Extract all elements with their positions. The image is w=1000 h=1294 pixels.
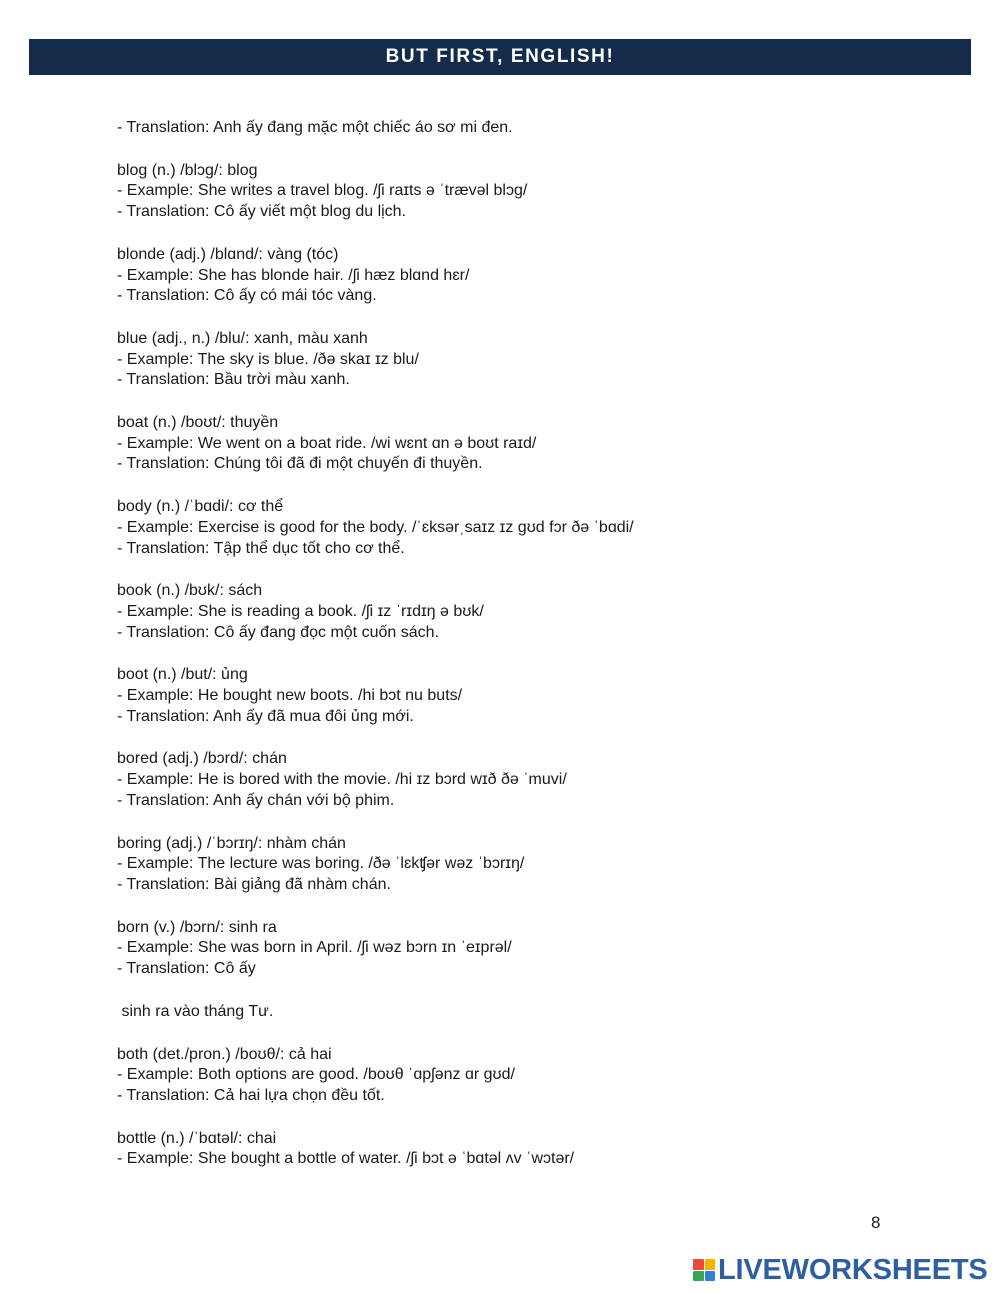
entry-spacer [117, 980, 917, 1002]
vocab-entry [117, 1002, 917, 1023]
vocab-entry [117, 118, 917, 139]
vocab-entry [117, 161, 917, 223]
translation-line: - Translation: Cô ấy đang đọc một cuốn sách. [117, 623, 439, 641]
entry-spacer [117, 896, 917, 918]
entry-spacer [117, 1107, 917, 1129]
headword-line: bored (adj.) /bɔrd/: chán [117, 750, 287, 768]
headword-line: body (n.) /ˈbɑdi/: cơ thể [117, 498, 284, 516]
vocab-entry [117, 749, 917, 811]
entry-spacer [117, 559, 917, 581]
vocab-entry [117, 918, 917, 980]
vocab-entry [117, 665, 917, 727]
entry-spacer [117, 643, 917, 665]
example-line: - Example: The lecture was boring. /ðə ˈlɛkʧər wəz ˈbɔrɪŋ/ [117, 855, 525, 873]
translation-line: - Translation: Cả hai lựa chọn đều tốt. [117, 1086, 385, 1104]
entry-spacer [117, 307, 917, 329]
logo-square [705, 1259, 716, 1270]
headword-line: book (n.) /bʊk/: sách [117, 582, 263, 600]
translation-line: - Translation: Anh ấy chán với bộ phim. [117, 791, 395, 809]
entry-spacer [117, 391, 917, 413]
vocab-entry [117, 329, 917, 391]
example-line: - Example: She bought a bottle of water. /ʃi bɔt ə ˈbɑtəl ʌv ˈwɔtər/ [117, 1150, 575, 1168]
liveworksheets-logo-icon [693, 1259, 715, 1281]
headword-line: boot (n.) /but/: ủng [117, 666, 248, 684]
entry-spacer [117, 727, 917, 749]
example-line: - Example: Exercise is good for the body. /ˈɛksərˌsaɪz ɪz gʊd fɔr ðə ˈbɑdi/ [117, 518, 634, 536]
example-line: - Example: She writes a travel blog. /ʃi raɪts ə ˈtrævəl blɔg/ [117, 182, 528, 200]
page-number: 8 [871, 1213, 881, 1232]
entry-spacer [117, 1023, 917, 1045]
page-title: BUT FIRST, ENGLISH! [385, 46, 615, 67]
headword-line: blue (adj., n.) /blu/: xanh, màu xanh [117, 329, 368, 347]
translation-line: - Translation: Cô ấy viết một blog du lịch. [117, 203, 407, 221]
vocab-entry [117, 834, 917, 896]
example-line: - Example: She has blonde hair. /ʃi hæz blɑnd hɛr/ [117, 266, 470, 284]
headword-line: boat (n.) /boʊt/: thuyền [117, 414, 279, 432]
liveworksheets-brand[interactable] [693, 1255, 988, 1285]
vocab-entry [117, 581, 917, 643]
headword-line: blonde (adj.) /blɑnd/: vàng (tóc) [117, 245, 339, 263]
entry-spacer [117, 812, 917, 834]
translation-line: - Translation: Cô ấy có mái tóc vàng. [117, 287, 377, 305]
logo-square [693, 1271, 704, 1282]
entry-spacer [117, 139, 917, 161]
example-line: - Example: He bought new boots. /hi bɔt nu buts/ [117, 687, 463, 705]
entry-spacer [117, 475, 917, 497]
translation-line: - Translation: Cô ấy [117, 960, 256, 978]
header-banner [29, 39, 971, 75]
headword-line: boring (adj.) /ˈbɔrɪŋ/: nhàm chán [117, 834, 346, 852]
headword-line: sinh ra vào tháng Tư. [117, 1002, 274, 1020]
vocab-entry [117, 245, 917, 307]
example-line: - Example: She was born in April. /ʃi wəz bɔrn ɪn ˈeɪprəl/ [117, 939, 512, 957]
headword-line: both (det./pron.) /boʊθ/: cả hai [117, 1045, 332, 1063]
headword-line: bottle (n.) /ˈbɑtəl/: chai [117, 1129, 277, 1147]
headword-line: blog (n.) /blɔg/: blog [117, 161, 258, 179]
vocabulary-list [117, 118, 917, 1170]
logo-square [705, 1271, 716, 1282]
entry-spacer [117, 223, 917, 245]
translation-line: - Translation: Bầu trời màu xanh. [117, 371, 350, 389]
translation-line: - Translation: Tập thể dục tốt cho cơ thể. [117, 539, 405, 557]
vocab-entry [117, 1045, 917, 1107]
translation-line: - Translation: Bài giảng đã nhàm chán. [117, 875, 391, 893]
headword-line: born (v.) /bɔrn/: sinh ra [117, 918, 277, 936]
translation-line: - Translation: Anh ấy đã mua đôi ủng mới. [117, 707, 414, 725]
example-line: - Example: Both options are good. /boʊθ ˈɑpʃənz ɑr gʊd/ [117, 1066, 515, 1084]
example-line: - Example: He is bored with the movie. /hi ɪz bɔrd wɪð ðə ˈmuvi/ [117, 771, 567, 789]
vocab-entry [117, 497, 917, 559]
brand-text: LIVEWORKSHEETS [718, 1253, 988, 1286]
translation-line: - Translation: Chúng tôi đã đi một chuyến đi thuyền. [117, 455, 483, 473]
example-line: - Example: The sky is blue. /ðə skaɪ ɪz blu/ [117, 350, 419, 368]
translation-line: - Translation: Anh ấy đang mặc một chiếc áo sơ mi đen. [117, 119, 513, 136]
logo-square [693, 1259, 704, 1270]
vocab-entry [117, 413, 917, 475]
vocab-entry [117, 1129, 917, 1170]
example-line: - Example: We went on a boat ride. /wi wɛnt ɑn ə boʊt raɪd/ [117, 434, 537, 452]
example-line: - Example: She is reading a book. /ʃi ɪz ˈrɪdɪŋ ə bʊk/ [117, 602, 484, 620]
